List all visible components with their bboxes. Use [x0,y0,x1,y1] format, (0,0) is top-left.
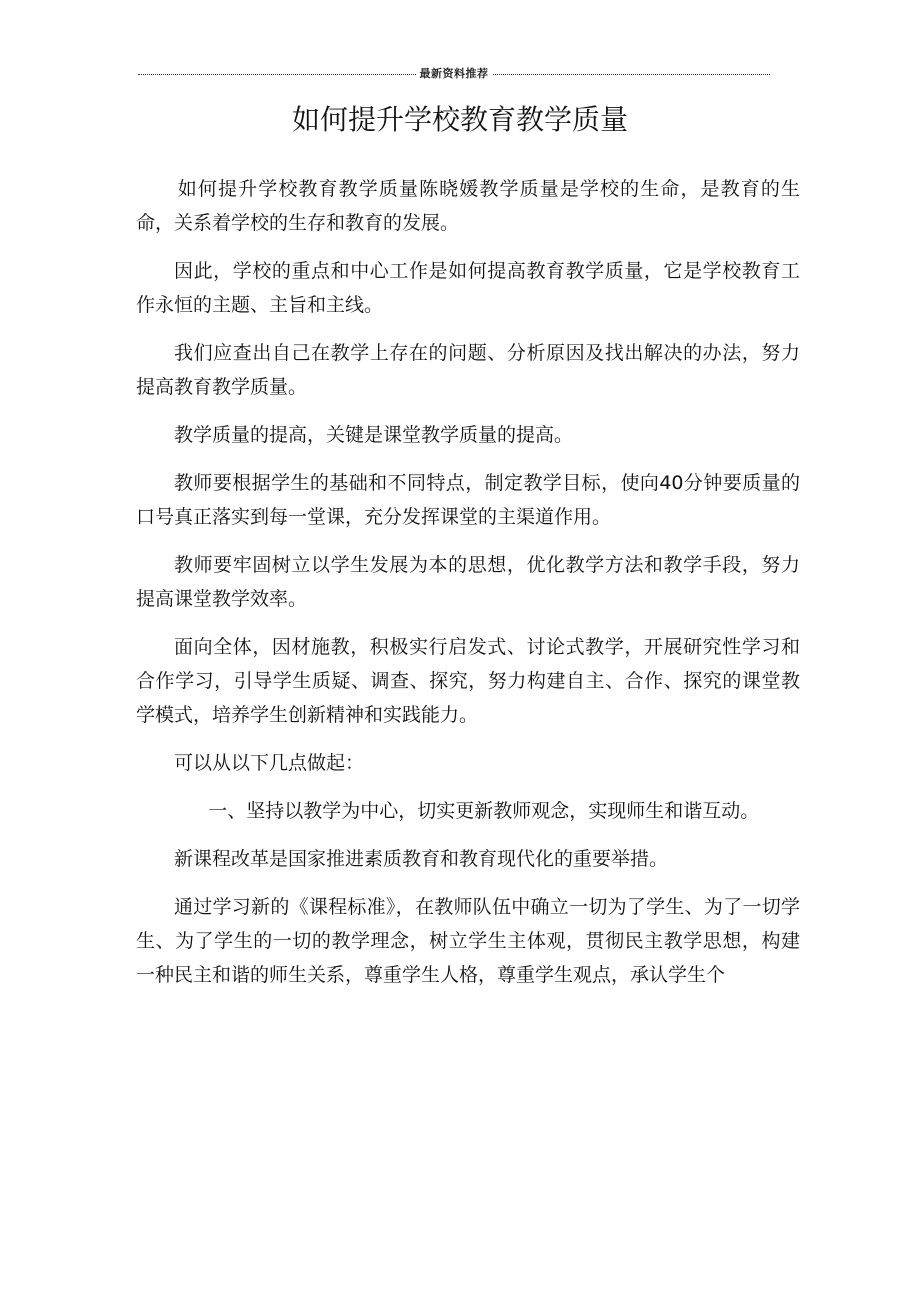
page-header [138,62,770,84]
paragraph-intro: 如何提升学校教育教学质量陈晓媛教学质量是学校的生命，是教育的生命，关系着学校的生存和教育的发展。 [136,178,800,234]
header-leader-right [493,74,771,75]
paragraph: 面向全体，因材施教，积极实行启发式、讨论式教学，开展研究性学习和合作学习，引导学生质疑、调查、探究，努力构建自主、合作、探究的课堂教学模式，培养学生创新精神和实践能力。 [136,636,800,726]
section-heading-point-1: 一、坚持以教学为中心，切实更新教师观念，实现师生和谐互动。 [208,800,760,822]
paragraph: 通过学习新的《课程标准》，在教师队伍中确立一切为了学生、为了一切学生、为了学生的一切的教学理念，树立学生主体观，贯彻民主教学思想，构建一种民主和谐的师生关系，尊重学生人格，尊重学生观点，承认学生个 [136,896,800,986]
paragraph: 新课程改革是国家推进素质教育和教育现代化的重要举措。 [174,848,669,870]
header-leader-left [138,74,416,75]
document-title: 如何提升学校教育教学质量 [291,103,628,136]
header-text: 最新资料推荐 [419,67,489,80]
paragraph: 因此，学校的重点和中心工作是如何提高教育教学质量，它是学校教育工作永恒的主题、主旨和主线。 [136,260,800,316]
paragraph: 教学质量的提高，关键是课堂教学质量的提高。 [174,424,574,446]
paragraph: 教师要根据学生的基础和不同特点，制定教学目标，使向40分钟要质量的口号真正落实到每一堂课，充分发挥课堂的主渠道作用。 [136,472,800,528]
paragraph: 我们应查出自己在教学上存在的问题、分析原因及找出解决的办法，努力提高教育教学质量。 [136,342,800,398]
document-body [136,172,800,1006]
paragraph: 教师要牢固树立以学生发展为本的思想，优化教学方法和教学手段，努力提高课堂教学效率。 [136,554,800,610]
paragraph: 可以从以下几点做起： [174,752,365,774]
